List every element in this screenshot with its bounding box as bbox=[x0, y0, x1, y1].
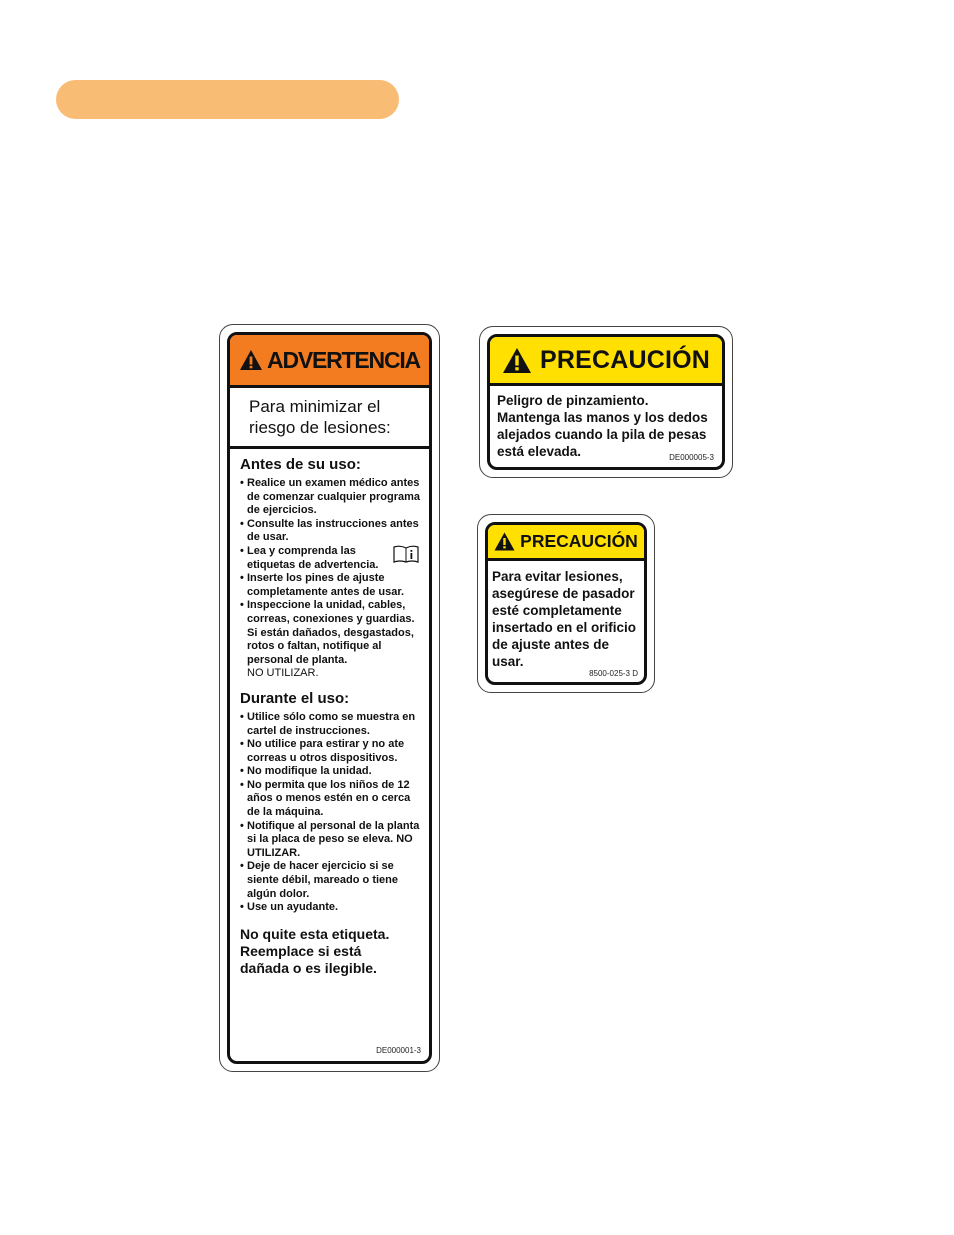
list-item: • No permita que los niños de 12 años o menos estén en o cerca de la máquina. bbox=[240, 779, 421, 820]
label-code: 8500-025-3 D bbox=[589, 669, 638, 678]
warning-triangle-icon bbox=[239, 349, 263, 371]
text-line: insertado en el orificio bbox=[492, 620, 637, 635]
text-line: alejados cuando la pila de pesas bbox=[497, 427, 707, 442]
list-item: • No modifique la unidad. bbox=[240, 765, 421, 779]
list-item-tail: NO UTILIZAR. bbox=[247, 667, 319, 680]
section-header-bar bbox=[56, 80, 399, 119]
intro-line: Para minimizar el bbox=[249, 397, 381, 416]
list-item: • Notifique al personal de la planta si la placa de peso se eleva. NO UTILIZAR. bbox=[240, 820, 421, 861]
advertencia-closing bbox=[240, 926, 421, 977]
precaucion-title: PRECAUCIÓN bbox=[539, 345, 711, 374]
list-item bbox=[240, 545, 421, 572]
list-item: • No utilice para estirar y no ate correas u otros dispositivos. bbox=[240, 738, 421, 765]
label-code: DE000005-3 bbox=[669, 453, 714, 462]
text-line: Mantenga las manos y los dedos bbox=[497, 410, 708, 425]
warning-triangle-icon bbox=[502, 347, 532, 374]
closing-line: No quite esta etiqueta. bbox=[240, 925, 390, 942]
list-item-text: Lea y comprenda las etiquetas de advertencia. bbox=[247, 544, 379, 571]
list-item: • Use un ayudante. bbox=[240, 901, 421, 915]
precaucion-text bbox=[488, 561, 644, 670]
text-line: de ajuste antes de bbox=[492, 637, 610, 652]
section-title-during-use: Durante el uso: bbox=[240, 689, 350, 707]
manual-info-icon bbox=[393, 545, 419, 563]
list-item: • Deje de hacer ejercicio si se siente débil, mareado o tiene algún dolor. bbox=[240, 860, 421, 901]
label-code: DE000001-3 bbox=[376, 1046, 421, 1055]
warning-triangle-icon bbox=[494, 532, 515, 551]
text-line: asegúrese de pasador bbox=[492, 586, 635, 601]
list-item: • Utilice sólo como se muestra en cartel de instrucciones. bbox=[240, 711, 421, 738]
list-item: • Inserte los pines de ajuste completamente antes de usar. bbox=[240, 572, 421, 599]
text-line: esté completamente bbox=[492, 603, 622, 618]
closing-line: dañada o es ilegible. bbox=[240, 959, 377, 976]
text-line: está elevada. bbox=[497, 444, 582, 459]
text-line: usar. bbox=[492, 654, 524, 669]
advertencia-label bbox=[219, 324, 440, 1072]
precaucion-pinch-label bbox=[479, 326, 733, 478]
text-line: Peligro de pinzamiento. bbox=[497, 393, 649, 408]
closing-line: Reemplace si está bbox=[240, 942, 362, 959]
precaucion-title: PRECAUCIÓN bbox=[520, 531, 638, 551]
list-item: • Realice un examen médico antes de comenzar cualquier programa de ejercicios. bbox=[240, 477, 421, 518]
text-line: Para evitar lesiones, bbox=[492, 569, 623, 584]
precaucion-header bbox=[488, 525, 644, 561]
intro-line: riesgo de lesiones: bbox=[249, 418, 391, 437]
list-item: • Consulte las instrucciones antes de usar. bbox=[240, 518, 421, 545]
advertencia-header bbox=[230, 335, 429, 388]
precaucion-text bbox=[490, 386, 722, 460]
precaucion-header bbox=[490, 337, 722, 386]
list-item: • Inspeccione la unidad, cables, correas, conexiones y guardias. Si están dañados, desgastados, rotos o faltan, notifique al personal de planta. bbox=[240, 599, 421, 667]
precaucion-pin-label bbox=[477, 514, 655, 693]
advertencia-body bbox=[230, 449, 429, 977]
advertencia-title: ADVERTENCIA bbox=[267, 346, 420, 373]
before-use-list bbox=[240, 477, 421, 681]
advertencia-intro bbox=[230, 388, 429, 449]
during-use-list bbox=[240, 711, 421, 915]
section-title-before-use: Antes de su uso: bbox=[240, 456, 361, 473]
